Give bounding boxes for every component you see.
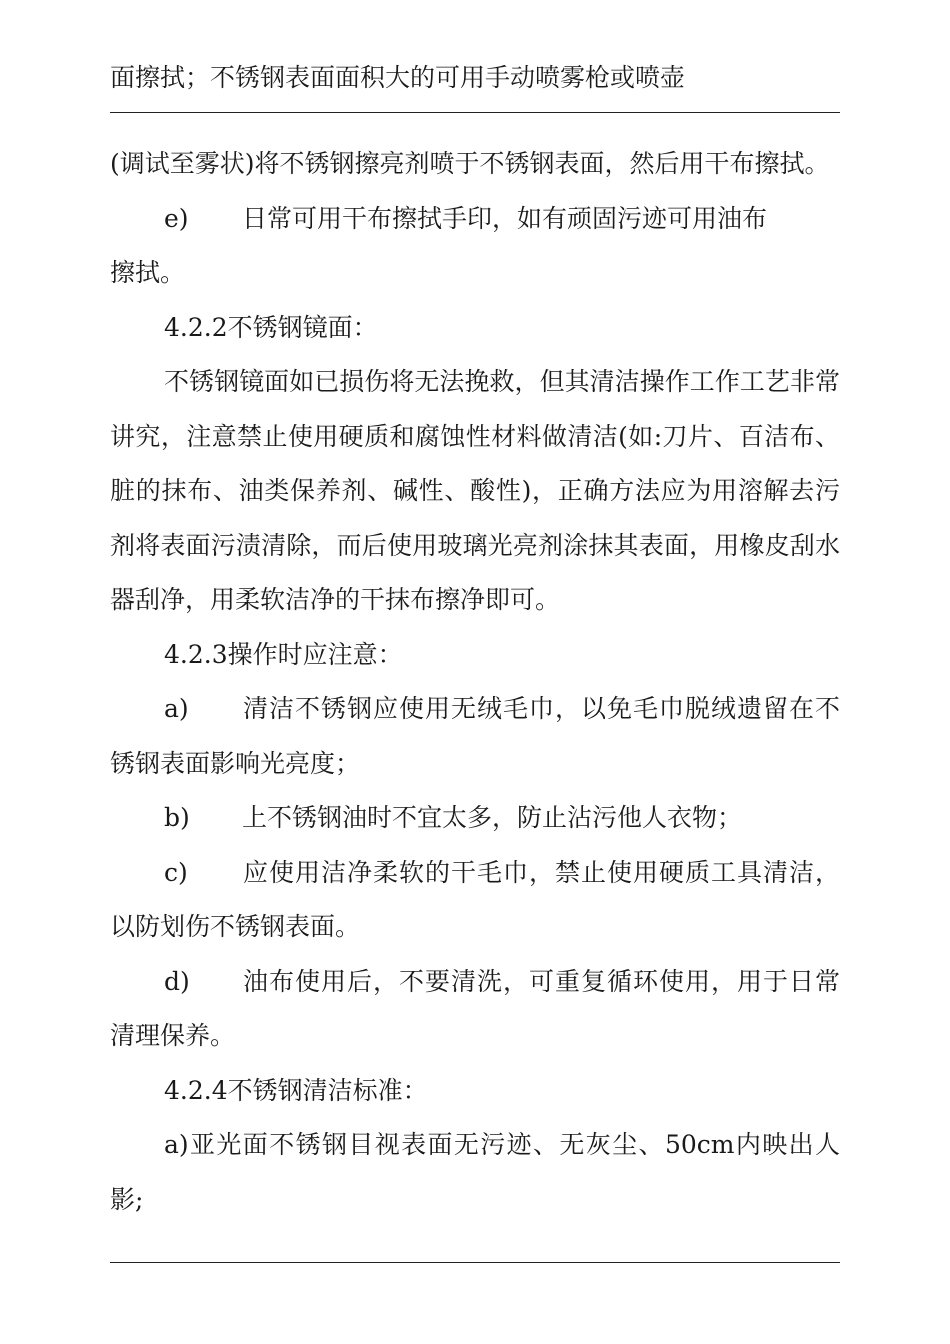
list-item-c	[110, 846, 840, 955]
footer-rule	[110, 1262, 840, 1263]
paragraph-matte-standard: a)亚光面不锈钢目视表面无污迹、无灰尘、50cm内映出人影;	[110, 1130, 840, 1214]
list-item-b	[110, 791, 840, 846]
section-heading-4-2-2: 4.2.2不锈钢镜面：	[164, 312, 378, 342]
list-text-b: 上不锈钢油时不宜太多，防止沾污他人衣物；	[242, 803, 743, 832]
document-body	[110, 137, 840, 1227]
section-heading-4-2-3: 4.2.3操作时应注意：	[164, 639, 403, 669]
list-text-c: 应使用洁净柔软的干毛巾，禁止使用硬质工具清洁，以防划伤不锈钢表面。	[110, 857, 840, 941]
list-item-d	[110, 955, 840, 1064]
list-item-e-continuation: 擦拭。	[110, 258, 186, 287]
list-marker-c: c)	[164, 857, 188, 887]
list-marker-b: b)	[164, 803, 190, 832]
page-header: 面擦拭；不锈钢表面面积大的可用手动喷雾枪或喷壶	[110, 63, 686, 92]
list-text-e: 日常可用干布擦拭手印，如有顽固污迹可用油布	[242, 203, 768, 233]
paragraph-mirror-steel: 不锈钢镜面如已损伤将无法挽救，但其清洁操作工作工艺非常讲究，注意禁止使用硬质和腐蚀性材料做清洁(如:刀片、百洁布、脏的抹布、油类保养剂、碱性、酸性)，正确方法应为用溶解去污剂将表面污渍清除，而后使用玻璃光亮剂涂抹其表面，用橡皮刮水器刮净，用柔软洁净的干抹布擦净即可。	[110, 367, 840, 614]
list-item-e	[110, 192, 840, 247]
list-marker-d: d)	[164, 966, 190, 996]
list-text-a: 清洁不锈钢应使用无绒毛巾，以免毛巾脱绒遗留在不锈钢表面影响光亮度；	[110, 694, 840, 778]
paragraph-spray-method: (调试至雾状)将不锈钢擦亮剂喷于不锈钢表面，然后用干布擦拭。	[110, 149, 830, 178]
list-marker-a: a)	[164, 694, 189, 723]
section-heading-4-2-4: 4.2.4不锈钢清洁标准：	[164, 1075, 428, 1105]
list-marker-e: e)	[164, 203, 189, 233]
header-rule	[110, 112, 840, 113]
list-item-a	[110, 682, 840, 791]
list-text-d: 油布使用后，不要清洗，可重复循环使用，用于日常清理保养。	[110, 966, 840, 1050]
